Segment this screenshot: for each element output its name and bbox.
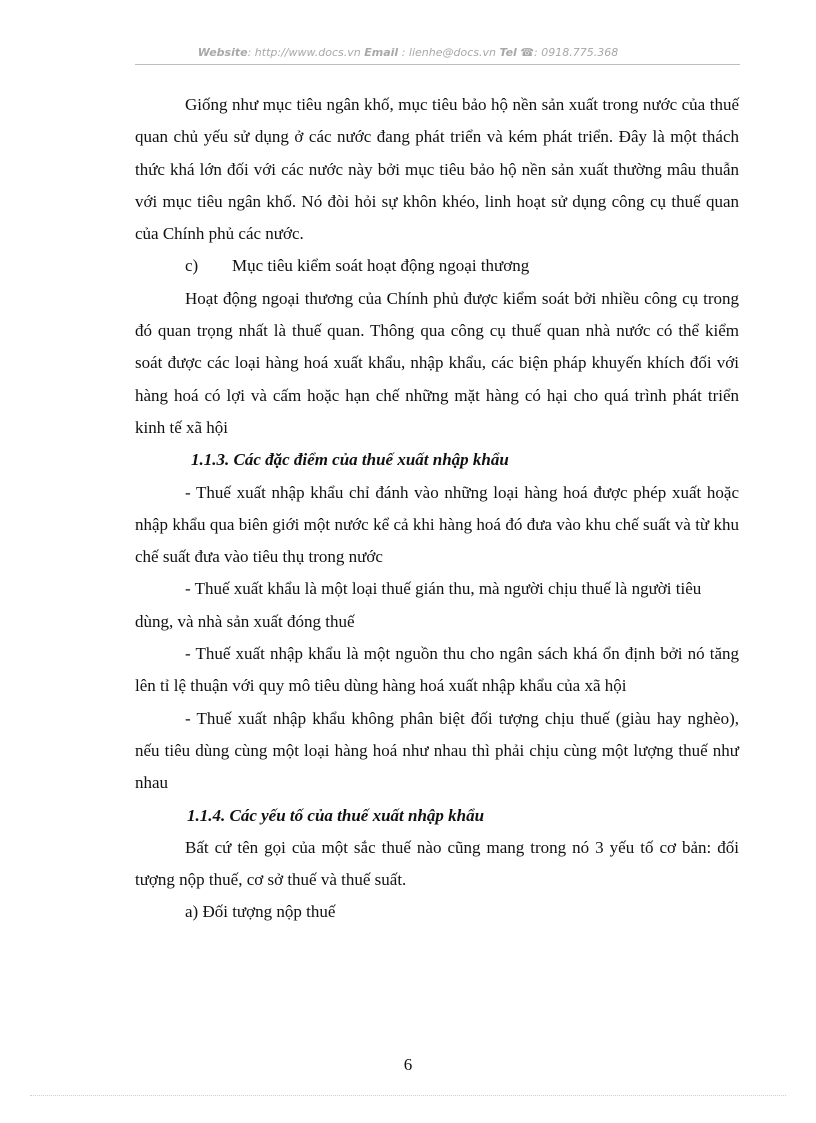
list-item-c [135, 250, 739, 282]
website-value: : http://www.docs.vn [247, 46, 361, 59]
header-divider [135, 64, 740, 65]
phone-icon: ☎ [520, 46, 535, 59]
tel-label: Tel [499, 46, 517, 59]
bullet-paragraph-3: - Thuế xuất nhập khẩu là một nguồn thu cho ngân sách khá ổn định bởi nó tăng lên tỉ lệ thuận với quy mô tiêu dùng hàng hoá xuất nhập khẩu của xã hội [135, 644, 739, 696]
bullet-paragraph-1: - Thuế xuất nhập khẩu chỉ đánh vào những loại hàng hoá được phép xuất hoặc nhập khẩu qua biên giới một nước kể cả khi hàng hoá đó đưa vào khu chế suất và từ khu chế suất đưa vào tiêu thụ trong nước [135, 482, 739, 567]
section-heading-1-1-4: 1.1.4. Các yếu tố của thuế xuất nhập khẩu [187, 805, 485, 825]
list-item-c-text: Mục tiêu kiểm soát hoạt động ngoại thương [232, 256, 530, 276]
email-value: : lienhe@docs.vn [401, 46, 496, 59]
bullet-paragraph-2: - Thuế xuất khẩu là một loại thuế gián thu, mà người chịu thuế là người tiêu dùng, và nhà sản xuất đóng thuế [135, 579, 702, 631]
website-label: Website [197, 46, 248, 59]
list-marker-c: c) [185, 256, 199, 276]
page-header [0, 46, 816, 59]
paragraph-protection-goal: Giống như mục tiêu ngân khố, mục tiêu bảo hộ nền sản xuất trong nước của thuế quan chủ yếu sử dụng ở các nước đang phát triển và kém phát triển. Đây là một thách thức khá lớn đối với các nước này bởi mục tiêu bảo hộ nền sản xuất thường mâu thuẫn với mục tiêu ngân khố. Nó đòi hỏi sự khôn khéo, linh hoạt sử dụng công cụ thuế quan của Chính phủ các nước. [135, 95, 739, 244]
document-body [135, 89, 739, 929]
subheading-a: a) Đối tượng nộp thuế [185, 902, 336, 922]
email-label: Email [364, 46, 399, 59]
tel-value: : 0918.775.368 [534, 46, 619, 59]
paragraph-tax-elements: Bất cứ tên gọi của một sắc thuế nào cũng mang trong nó 3 yếu tố cơ bản: đối tượng nộp thuế, cơ sở thuế và thuế suất. [135, 837, 739, 890]
section-heading-1-1-3: 1.1.3. Các đặc điểm của thuế xuất nhập khẩu [191, 450, 509, 470]
bullet-paragraph-4: - Thuế xuất nhập khẩu không phân biệt đối tượng chịu thuế (giàu hay nghèo), nếu tiêu dùng cùng một loại hàng hoá như nhau thì phải chịu cùng một lượng thuế như nhau [135, 708, 739, 793]
footer-divider [30, 1095, 786, 1096]
paragraph-trade-control: Hoạt động ngoại thương của Chính phủ được kiểm soát bởi nhiều công cụ trong đó quan trọng nhất là thuế quan. Thông qua công cụ thuế quan nhà nước có thể kiểm soát được các loại hàng hoá xuất khẩu, nhập khẩu, các biện pháp khuyến khích đối với hàng hoá có lợi và cấm hoặc hạn chế những mặt hàng có hại cho quá trình phát triển kinh tế xã hội [135, 288, 739, 437]
page-number: 6 [403, 1055, 413, 1074]
